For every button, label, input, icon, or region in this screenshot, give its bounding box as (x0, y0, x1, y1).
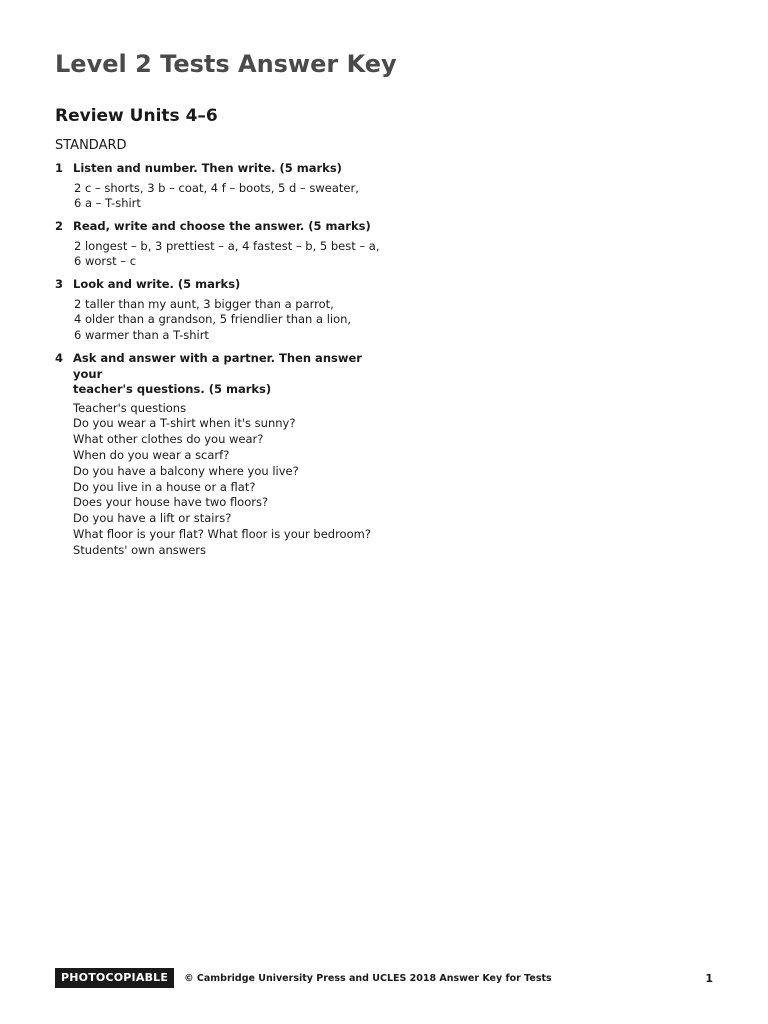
page-number: 1 (705, 971, 713, 985)
answer-line: 2 longest – b, 3 prettiest – a, 4 fastest – b, 5 best – a, (74, 238, 380, 253)
question-item (55, 277, 385, 344)
question-number: 4 (55, 351, 64, 366)
answer-line: What floor is your flat? What floor is your bedroom? (73, 526, 371, 541)
question-item (55, 351, 385, 558)
answer-line: Students' own answers (73, 542, 206, 557)
question-number: 1 (55, 161, 64, 175)
answer-line: When do you wear a scarf? (73, 447, 230, 462)
question-heading: Read, write and choose the answer. (5 marks) (73, 219, 371, 234)
page-title: Level 2 Tests Answer Key (55, 50, 397, 78)
subsection-label: STANDARD (55, 138, 127, 153)
question-list (55, 161, 385, 566)
section-title: Review Units 4–6 (55, 106, 218, 126)
photocopiable-badge: PHOTOCOPIABLE (55, 968, 174, 988)
answer-line: 4 older than a grandson, 5 friendlier than a lion, (74, 312, 352, 327)
question-heading: Ask and answer with a partner. Then answer your (73, 351, 362, 381)
answer-line: 2 c – shorts, 3 b – coat, 4 f – boots, 5 d – sweater, (74, 180, 359, 195)
question-item (55, 161, 385, 212)
answer-line: Do you have a balcony where you live? (73, 463, 299, 478)
answer-line: 6 a – T-shirt (74, 196, 141, 211)
question-heading: teacher's questions. (5 marks) (73, 382, 272, 397)
answer-line: Do you have a lift or stairs? (73, 511, 232, 526)
question-number: 3 (55, 277, 64, 292)
answer-line: 6 warmer than a T-shirt (74, 328, 209, 343)
answer-line: Do you wear a T-shirt when it's sunny? (73, 416, 296, 431)
question-number: 2 (55, 219, 64, 234)
answer-line: 2 taller than my aunt, 3 bigger than a parrot, (74, 296, 334, 311)
answer-line: Does your house have two floors? (73, 495, 269, 510)
question-heading: Listen and number. Then write. (5 marks) (73, 161, 342, 175)
question-item (55, 219, 385, 270)
answer-line: Teacher's questions (73, 400, 187, 415)
question-heading: Look and write. (5 marks) (73, 277, 241, 292)
answer-line: 6 worst – c (74, 254, 137, 269)
copyright-notice: © Cambridge University Press and UCLES 2018 Answer Key for Tests (184, 972, 552, 984)
page-footer (55, 967, 715, 989)
answer-line: What other clothes do you wear? (73, 432, 264, 447)
answer-line: Do you live in a house or a flat? (73, 479, 256, 494)
